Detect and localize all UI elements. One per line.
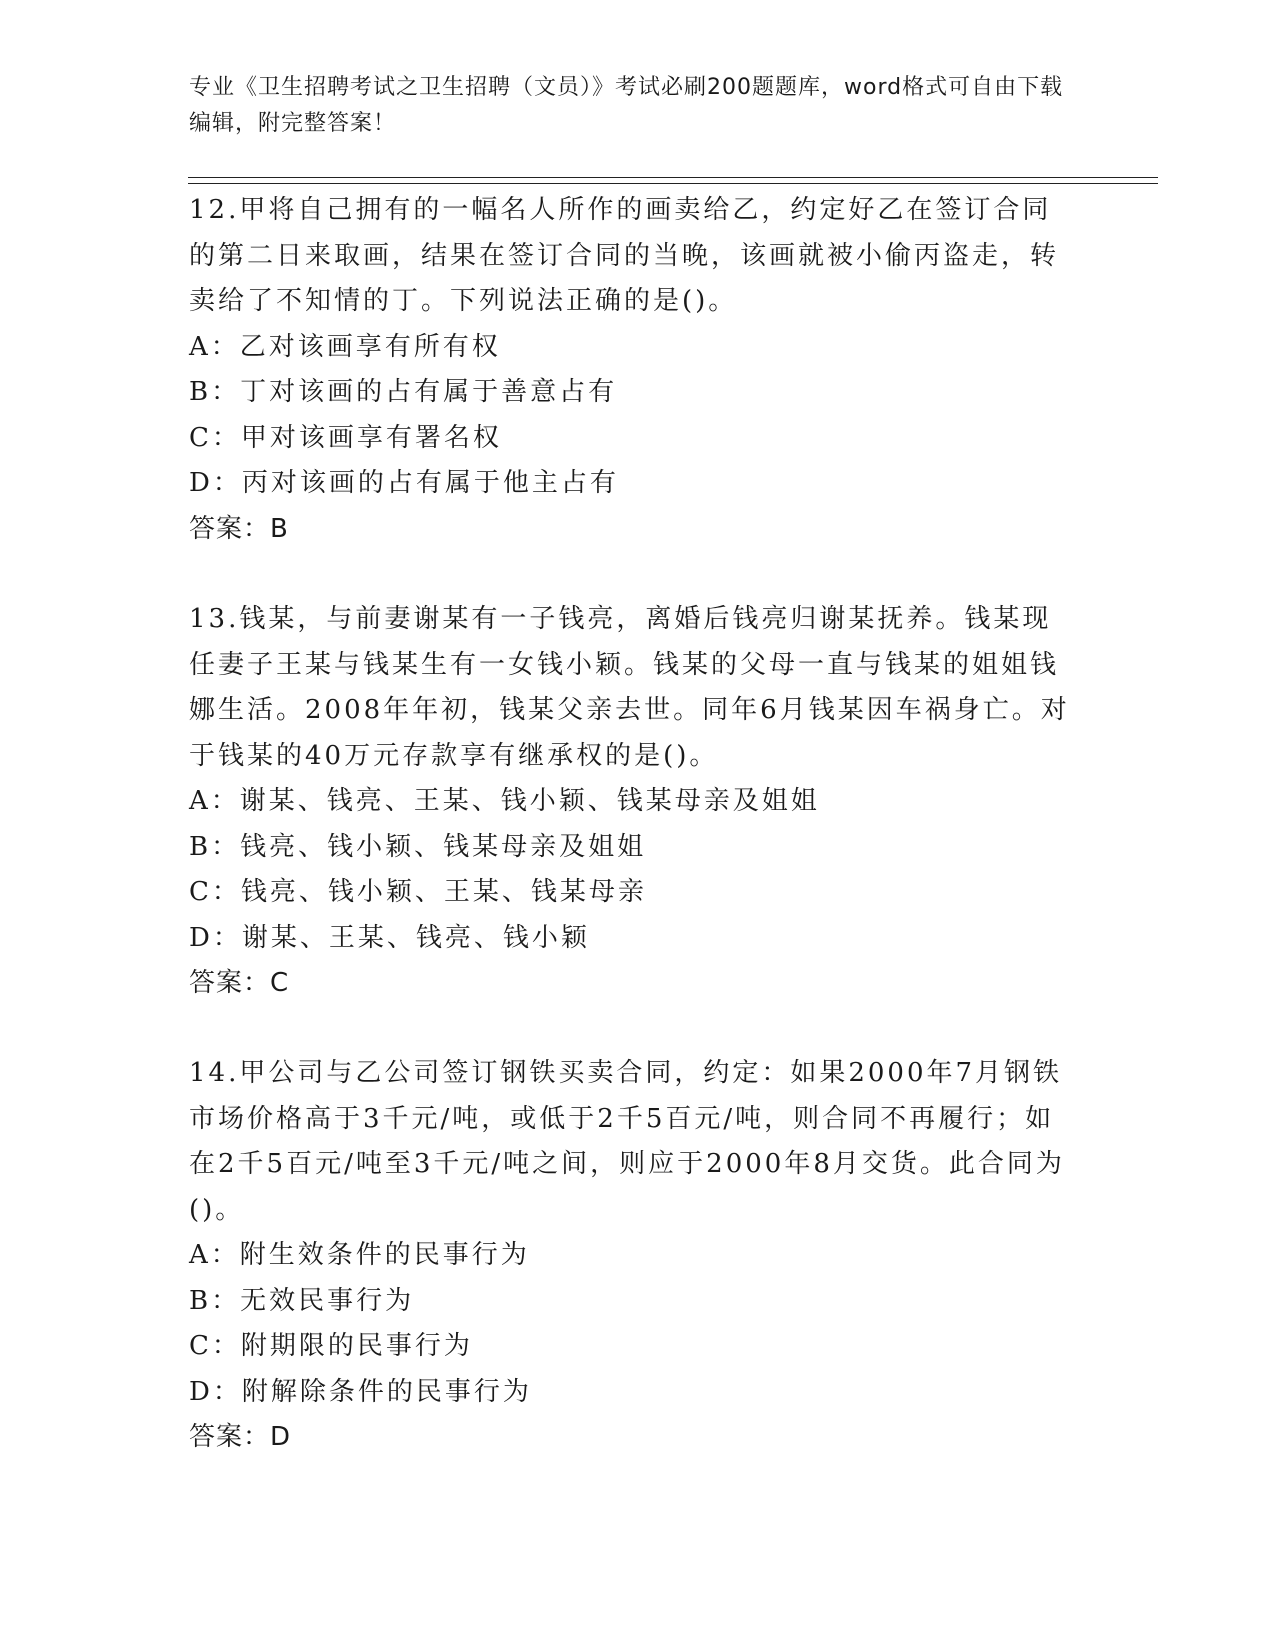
answer: 答案：D [189,1422,292,1452]
option-a: A：谢某、钱亮、王某、钱小颖、钱某母亲及姐姐 [189,786,820,816]
question-stem: 12.甲将自己拥有的一幅名人所作的画卖给乙，约定好乙在签订合同的第二日来取画，结果在签订合同的当晚，该画就被小偷丙盗走，转卖给了不知情的丁。下列说法正确的是()。 [189,195,1060,316]
question-14 [189,1051,1079,1461]
option-b: B：钱亮、钱小颖、钱某母亲及姐姐 [189,831,647,862]
header-divider-bottom [188,183,1158,184]
document-header: 专业《卫生招聘考试之卫生招聘（文员）》考试必刷200题题库，word格式可自由下载编辑，附完整答案！ [189,75,1064,136]
question-stem: 14.甲公司与乙公司签订钢铁买卖合同，约定：如果2000年7月钢铁市场价格高于3千元/吨，或低于2千5百元/吨，则合同不再履行；如在2千5百元/吨至3千元/吨之间，则应于2000年8月交货。此合同为()。 [189,1058,1065,1225]
answer: 答案：B [189,513,289,544]
question-stem: 13.钱某，与前妻谢某有一子钱亮，离婚后钱亮归谢某抚养。钱某现任妻子王某与钱某生有一女钱小颖。钱某的父母一直与钱某的姐姐钱娜生活。2008年年初，钱某父亲去世。同年6月钱某因车祸身亡。对于钱某的40万元存款享有继承权的是()。 [189,604,1070,771]
question-12 [189,188,1079,552]
option-a: A：乙对该画享有所有权 [189,331,501,362]
header-divider-top [188,177,1158,178]
option-c: C：钱亮、钱小颖、王某、钱某母亲 [189,877,647,907]
option-b: B：丁对该画的占有属于善意占有 [189,377,618,407]
option-d: D：附解除条件的民事行为 [189,1376,532,1407]
option-c: C：附期限的民事行为 [189,1331,473,1361]
option-b: B：无效民事行为 [189,1285,415,1316]
option-d: D：丙对该画的占有属于他主占有 [189,468,619,498]
option-a: A：附生效条件的民事行为 [189,1240,530,1270]
answer: 答案：C [189,968,290,998]
option-c: C：甲对该画享有署名权 [189,422,502,453]
question-13 [189,597,1079,1007]
option-d: D：谢某、王某、钱亮、钱小颖 [189,922,590,953]
